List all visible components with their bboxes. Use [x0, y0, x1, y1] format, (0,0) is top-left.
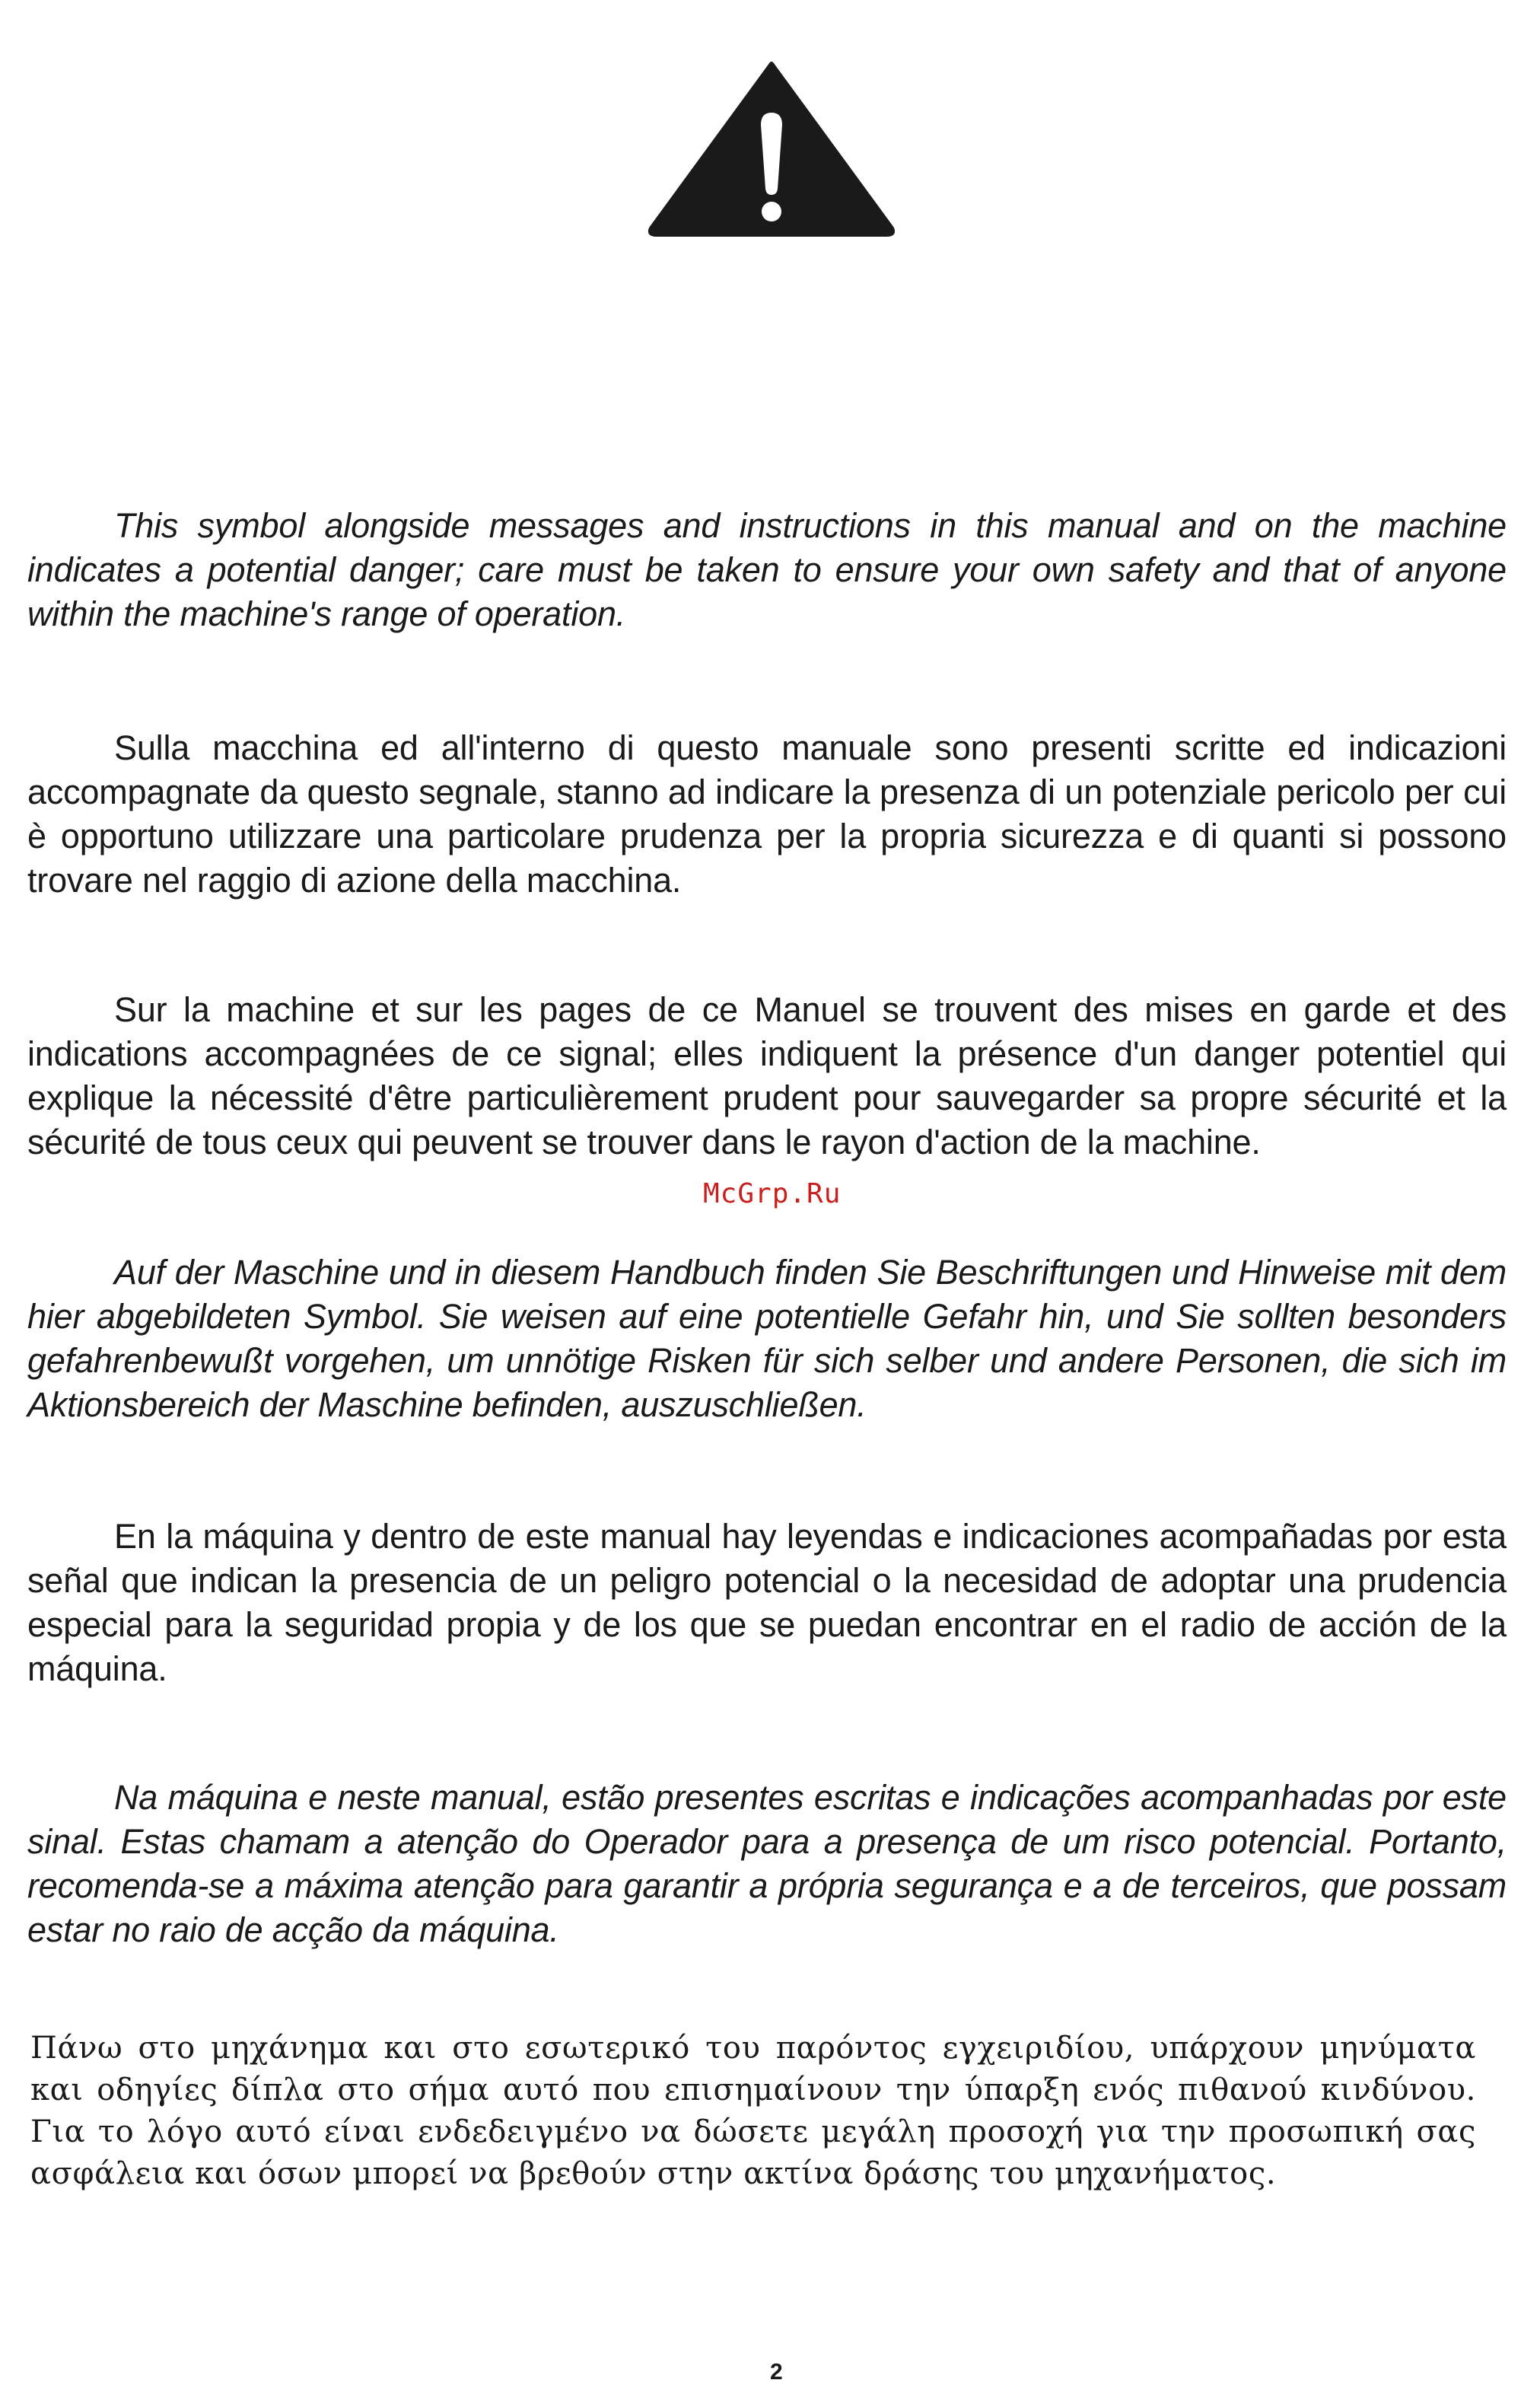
watermark-text: McGrp.Ru	[703, 1178, 842, 1209]
spanish-warning-paragraph: En la máquina y dentro de este manual hay leyendas e indicaciones acompañadas por esta señal que indican la presencia de un peligro potencial o la necesidad de adoptar una prudencia especial para la seguridad propia y de los que se puedan encontrar en el radio de acción de la máquina.	[27, 1517, 1507, 1688]
french-warning-paragraph: Sur la machine et sur les pages de ce Manuel se trouvent des mises en garde et des indications accompagnées de ce signal; elles indiquent la présence d'un danger potentiel qui explique la nécessité d'être particulièrement prudent pour sauvegarder sa propre sécurité et la sécurité de tous ceux qui peuvent se trouver dans le rayon d'action de la machine.	[27, 990, 1507, 1161]
english-warning-paragraph: This symbol alongside messages and instructions in this manual and on the machine indicates a potential danger; care must be taken to ensure your own safety and that of anyone within the machine's range of operation.	[27, 506, 1507, 633]
portuguese-warning-paragraph: Na máquina e neste manual, estão presentes escritas e indicações acompanhadas por este sinal. Estas chamam a atenção do Operador para a presença de um risco potencial. Portanto, recomenda-se a máxima atenção para garantir a própria segurança e a de terceiros, que possam estar no raio de acção da máquina.	[27, 1778, 1507, 1949]
page-number: 2	[770, 2359, 783, 2385]
german-warning-paragraph: Auf der Maschine und in diesem Handbuch finden Sie Beschriftungen und Hinweise mit dem hier abgebildeten Symbol. Sie weisen auf eine potentielle Gefahr hin, und Sie sollten besonders gefahrenbewußt vorgehen, um unnötige Risken für sich selber und andere Personen, die sich im Aktionsbereich der Maschine befinden, auszuschließen.	[27, 1253, 1507, 1424]
warning-triangle-icon	[647, 59, 896, 239]
greek-warning-paragraph: Πάνω στο μηχάνημα και στο εσωτερικό του παρόντος εγχειριδίου, υπάρχουν μηνύματα και οδηγίες δίπλα στο σήμα αυτό που επισημαίνουν την ύπαρξη ενός πιθανού κινδύνου. Για το λόγο αυτό είναι ενδεδειγμένο να δώσετε μεγάλη προσοχή για την προσωπική σας ασφάλεια και όσων μπορεί να βρεθούν στην ακτίνα δράσης του μηχανήματος.	[30, 2031, 1476, 2191]
italian-warning-paragraph: Sulla macchina ed all'interno di questo manuale sono presenti scritte ed indicazioni accompagnate da questo segnale, stanno ad indicare la presenza di un potenziale pericolo per cui è opportuno utilizzare una particolare prudenza per la propria sicurezza e di quanti si possono trovare nel raggio di azione della macchina.	[27, 728, 1507, 900]
